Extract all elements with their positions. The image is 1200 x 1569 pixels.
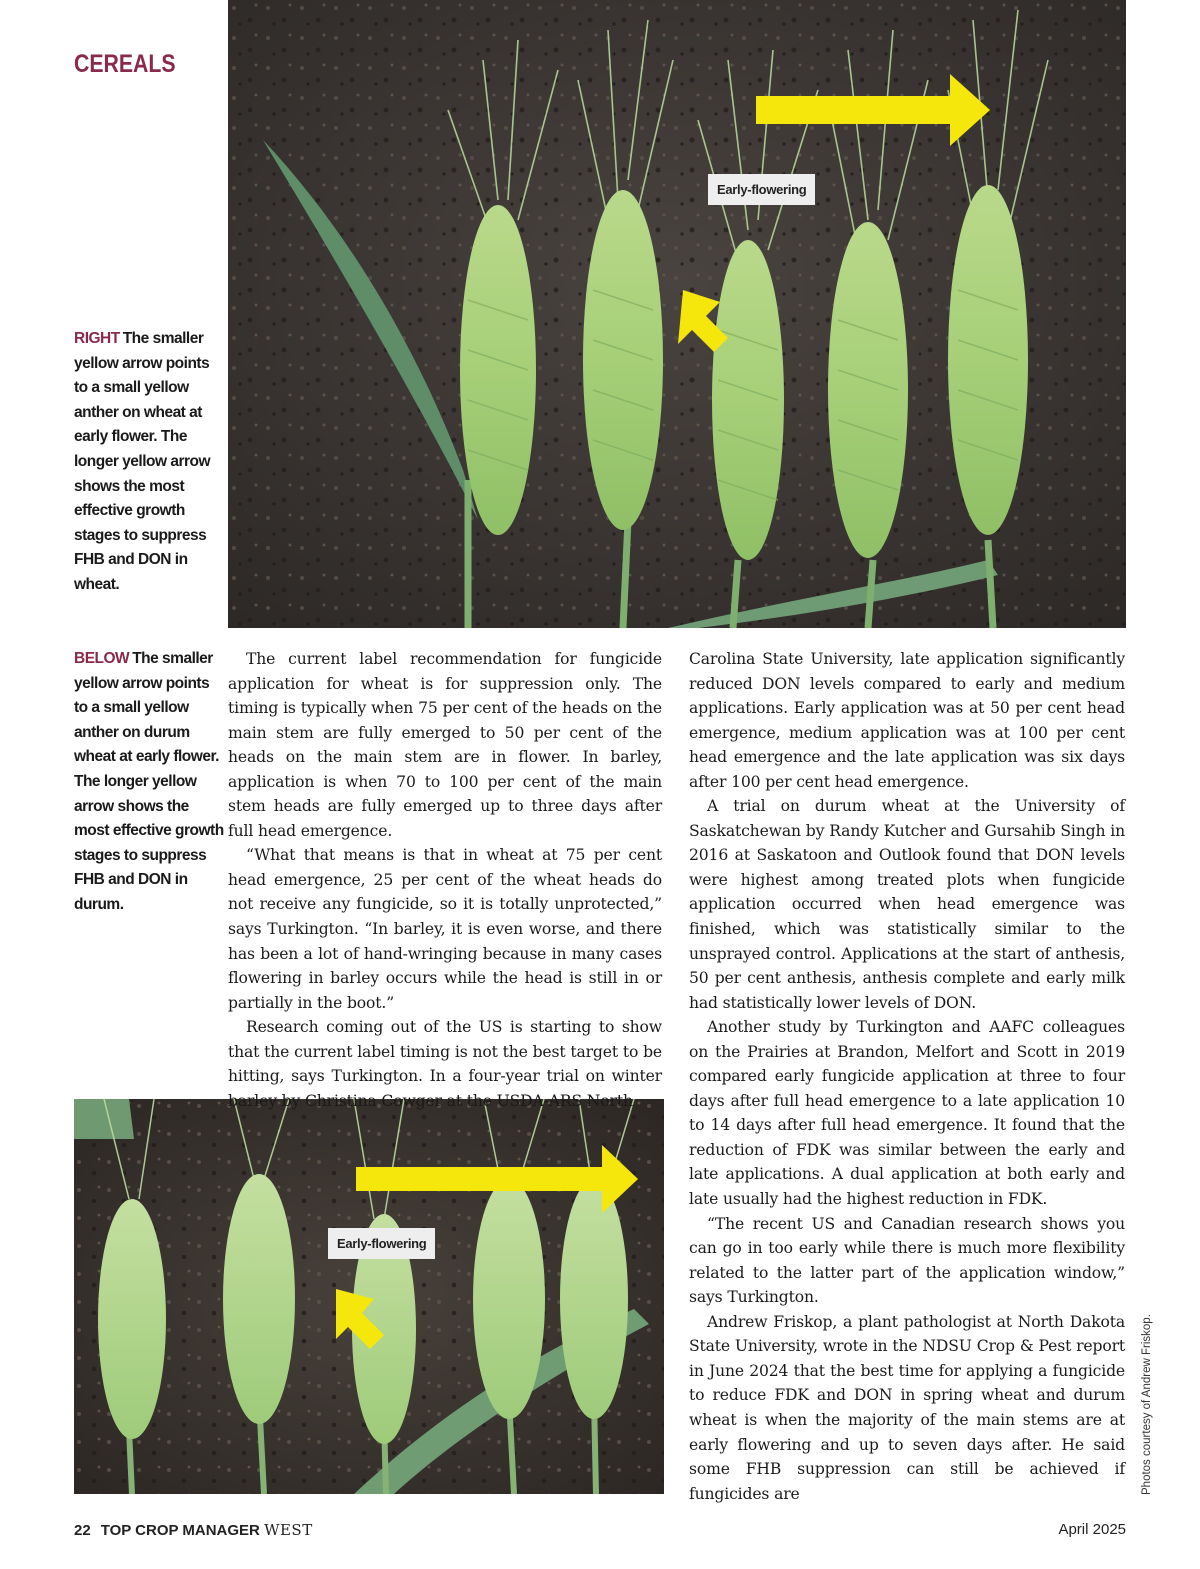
- paragraph: “What that means is that in wheat at 75 per cent head emergence, 25 per cent of the wheat heads do not receive any fungicide, so it is totally unprotected,” says Turkington. “In barley, it is even worse, and there has been a lot of hand-wringing because in many cases flowering in barley occurs while the head is still in or partially in the boot.”: [228, 846, 662, 1012]
- photo-wheat-heads: [228, 0, 1126, 628]
- photo-credit: Photos courtesy of Andrew Friskop.: [1141, 1314, 1153, 1495]
- paragraph: A trial on durum wheat at the University of Saskatchewan by Randy Kutcher and Gursahib Singh in 2016 at Saskatoon and Outlook found that DON levels were highest among treated plots when fungicide application occurred when head emergence was finished, which was statistically similar to the unsprayed control. Applications at the start of anthesis, 50 per cent anthesis, anthesis complete and early milk had statistically lower levels of DON.: [689, 797, 1125, 1012]
- body-column-right: [689, 647, 1125, 1506]
- caption-below: [74, 647, 224, 918]
- paragraph: Carolina State University, late application significantly reduced DON levels compared to early and medium applications. Early application was at 50 per cent head emergence, medium application was at 100 per cent head emergence and the late application was six days after 100 per cent head emergence.: [689, 650, 1125, 791]
- page-number: 22: [74, 1522, 91, 1539]
- paragraph: The current label recommendation for fungicide application for wheat is for suppression only. The timing is typically when 75 per cent of the heads on the main stem are fully emerged to 50 per cent of the heads on the main stem are in flower. In barley, application is when 70 to 100 per cent of the main stem heads are fully emerged up to three days after full head emergence.: [228, 650, 662, 840]
- magazine-edition: WEST: [264, 1521, 313, 1539]
- caption-lead: BELOW: [74, 650, 130, 667]
- early-flowering-label: Early-flowering: [708, 174, 815, 205]
- body-column-left: [228, 647, 662, 1113]
- caption-text: The smaller yellow arrow points to a small yellow anther on durum wheat at early flower. The longer yellow arrow shows the most effective growth stages to suppress FHB and DON in durum.: [74, 650, 224, 913]
- caption-lead: RIGHT: [74, 330, 120, 347]
- issue-date: April 2025: [1058, 1521, 1126, 1538]
- footer-left: [74, 1521, 313, 1539]
- magazine-name: TOP CROP MANAGER: [100, 1522, 260, 1539]
- caption-text: The smaller yellow arrow points to a small yellow anther on wheat at early flower. The longer yellow arrow shows the most effective growth stages to suppress FHB and DON in wheat.: [74, 330, 211, 593]
- paragraph: Research coming out of the US is starting to show that the current label timing is not the best target to be hitting, says Turkington. In a four-year trial on winter barley by Christina Cowger at the USDA-ARS North: [228, 1018, 662, 1110]
- paragraph: “The recent US and Canadian research shows you can go in too early while there is much more flexibility related to the latter part of the application window,” says Turkington.: [689, 1214, 1125, 1307]
- caption-right: [74, 327, 224, 598]
- section-title: CEREALS: [74, 50, 176, 78]
- paragraph: Andrew Friskop, a plant pathologist at North Dakota State University, wrote in the NDSU Crop & Pest report in June 2024 that the best time for applying a fungicide to reduce FDK and DON in spring wheat and durum wheat is when the majority of the main stems are at early flowering and up to seven days after. He said some FHB suppression can still be achieved if fungicides are: [689, 1312, 1125, 1503]
- early-flowering-label: Early-flowering: [328, 1228, 435, 1259]
- paragraph: Another study by Turkington and AAFC colleagues on the Prairies at Brandon, Melfort and Scott in 2019 compared early fungicide application at three to four days after full head emergence to a late application 10 to 14 days after full head emergence. It found that the reduction of FDK was similar between the early and late applications. A dual application at both early and late usually had the highest reduction in FDK.: [689, 1018, 1125, 1209]
- photo-durum-heads: [74, 1099, 664, 1494]
